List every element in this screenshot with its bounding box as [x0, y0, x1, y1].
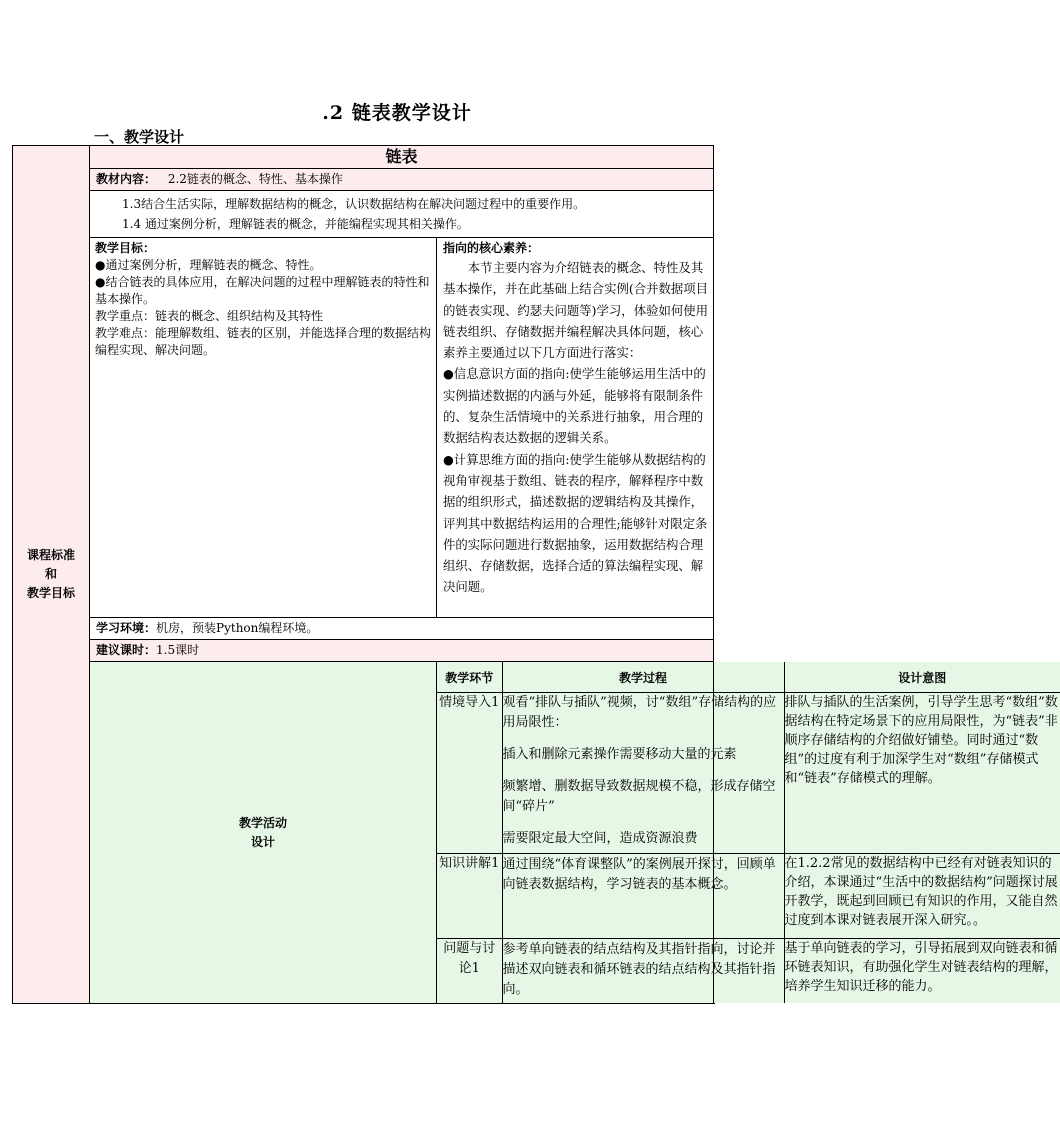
activities-cell	[437, 662, 1058, 1004]
hours-value: 1.5课时	[156, 643, 200, 657]
curriculum-standards	[90, 191, 714, 238]
goal-item: ●结合链表的具体应用，在解决问题的过程中理解链表的特性和基本操作。	[95, 275, 430, 306]
difficulty-point: 教学难点：能理解数组、链表的区别，并能选择合理的数据结构编程实现、解决问题。	[95, 326, 432, 357]
topic-title: 链表	[90, 146, 714, 169]
section-heading: 一、教学设计	[94, 128, 185, 146]
literacy-info-awareness: ●信息意识方面的指向:使学生能够运用生活中的实例描述数据的内涵与外延，能够将有限制条件的、复杂生活情境中的关系进行抽象，用合理的数据结构表达数据的逻辑关系。	[443, 366, 706, 446]
table-row	[437, 854, 1060, 939]
activities-table	[437, 662, 1060, 1003]
literacy-computational-thinking: ●计算思维方面的指向:使学生能够从数据结构的视角审视基于数组、链表的程序，解释程序中数据的组织形式，描述数据的逻辑结构及其操作，评判其中数据结构运用的合理性;能够针对限定条件的实际问题进行数据抽象，运用数据结构合理组织、存储数据，选择合适的算法编程实现、解决问题。	[443, 451, 708, 595]
environment-value: 机房，预装Python编程环境。	[156, 621, 319, 635]
standard-line: 1.4 通过案例分析，理解链表的概念，并能编程实现其相关操作。	[122, 217, 469, 231]
material-value: 2.2链表的概念、特性、基本操作	[167, 172, 343, 186]
standards-label-cell: 课程标准 和 教学目标	[13, 146, 90, 1004]
literacy-intro: 本节主要内容为介绍链表的概念、特性及其基本操作，并在此基础上结合实例(合并数据项目的链表实现、约瑟夫问题等)学习，体验如何使用链表组织、存储数据并编程解决具体问题，核心素养主要通过以下几方面进行落实：	[443, 260, 709, 361]
hours-label: 建议课时：	[96, 643, 157, 657]
table-row	[437, 693, 1060, 854]
goals-label: 教学目标：	[95, 241, 156, 255]
material-label: 教材内容：	[96, 172, 157, 186]
standard-line: 1.3结合生活实际，理解数据结构的概念，认识数据结构在解决问题过程中的重要作用。	[122, 197, 586, 211]
process-cell: 通过围绕“体育课整队”的案例展开探讨，回顾单向链表数据结构，学习链表的基本概念。	[502, 854, 784, 939]
phase-cell: 问题与讨论1	[437, 939, 502, 1004]
table-row	[437, 939, 1060, 1004]
header-process: 教学过程	[502, 662, 784, 693]
material-row	[90, 169, 714, 191]
phase-cell: 知识讲解1	[437, 854, 502, 939]
intent-cell: 在1.2.2常见的数据结构中已经有对链表知识的介绍，本课通过“生活中的数据结构”问题探讨展开教学，既起到回顾已有知识的作用，又能自然过度到本课对链表展开深入研究。。	[784, 854, 1060, 939]
design-table	[12, 145, 1058, 1004]
activities-label-cell: 教学活动 设计	[90, 662, 437, 1004]
hours-row	[90, 640, 714, 662]
process-cell: 观看“排队与插队”视频，讨“数组”存储结构的应用局限性： 插入和删除元素操作需要移动大量的元素 频繁增、删数据导致数据规模不稳，形成存储空间“碎片” 需要限定最大空间，造成资源浪费	[502, 693, 784, 854]
literacy-label: 指向的核心素养：	[443, 241, 540, 255]
core-literacy-cell	[437, 238, 714, 618]
intent-cell: 排队与插队的生活案例，引导学生思考“数组”数据结构在特定场景下的应用局限性，为“链表”非顺序存储结构的介绍做好铺垫。同时通过“数组”的过度有利于加深学生对“数组”存储模式和“链表”存储模式的理解。	[784, 693, 1060, 854]
process-cell: 参考单向链表的结点结构及其指针指向，讨论并描述双向链表和循环链表的结点结构及其指针指向。	[502, 939, 784, 1004]
goal-item: ●通过案例分析，理解链表的概念、特性。	[95, 258, 322, 272]
document-title: .2 链表教学设计	[322, 102, 472, 124]
header-phase: 教学环节	[437, 662, 502, 693]
environment-label: 学习环境：	[96, 621, 157, 635]
environment-row	[90, 618, 714, 640]
header-intent: 设计意图	[784, 662, 1060, 693]
phase-cell: 情境导入1	[437, 693, 502, 854]
teaching-goals-cell	[90, 238, 437, 618]
key-point: 教学重点：链表的概念、组织结构及其特性	[95, 309, 324, 323]
intent-cell: 基于单向链表的学习，引导拓展到双向链表和循环链表知识，有助强化学生对链表结构的理解，培养学生知识迁移的能力。	[784, 939, 1060, 1004]
